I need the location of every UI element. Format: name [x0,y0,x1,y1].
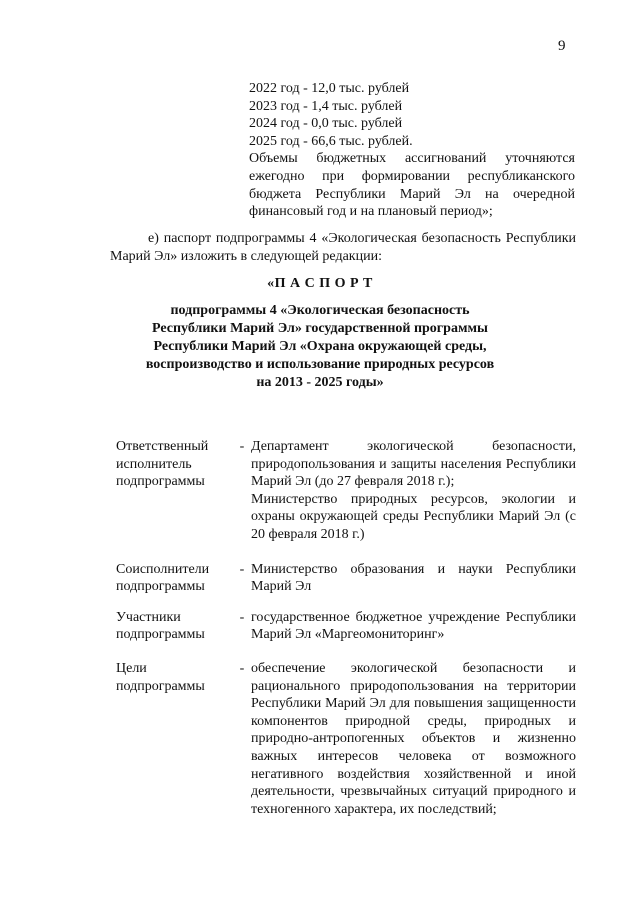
row-label [116,561,233,596]
row-label-line: подпрограммы [116,627,205,643]
table-row-co-executors [116,561,576,596]
item-e-paragraph: е) паспорт подпрограммы 4 «Экологическая безопасность Республики Марий Эл» изложить в следующей редакции: [110,231,576,264]
table-row-goals [116,660,576,818]
table-row-responsible [116,438,576,544]
page-number: 9 [558,38,566,54]
passport-subtitle-line: Республики Марий Эл «Охрана окружающей среды, [153,339,487,354]
row-value [251,660,576,818]
row-label-line: подпрограммы [116,678,205,694]
row-dash: - [239,561,245,577]
row-label [116,438,233,491]
funding-note: Объемы бюджетных ассигнований уточняются ежегодно при формировании республиканского бюджета Республики Марий Эл на очередной финансовый год и на плановый период»; [249,151,575,220]
row-value [251,438,576,544]
passport-subtitle-line: подпрограммы 4 «Экологическая безопасность [170,303,470,318]
row-label-line: подпрограммы [116,579,205,595]
row-label [116,660,233,695]
row-label [116,609,233,644]
funding-line: 2022 год - 12,0 тыс. рублей [249,81,410,96]
row-dash: - [239,660,245,676]
row-value-paragraph: Министерство природных ресурсов, экологии и охраны окружающей среды Республики Марий Эл (с 20 февраля 2018 г.) [251,491,576,542]
passport-subtitle [130,302,510,392]
row-label-line: Ответственный [116,439,209,454]
passport-table [116,438,576,818]
row-value-paragraph: Департамент экологической безопасности, природопользования и защиты населения Республики Марий Эл (до 27 февраля 2018 г.); [251,439,576,490]
row-label-line: подпрограммы [116,474,205,490]
row-value [251,609,576,644]
passport-title: «П А С П О Р Т [267,276,373,291]
funding-line: 2024 год - 0,0 тыс. рублей [249,116,403,132]
table-row-participants [116,609,576,644]
row-value-paragraph: обеспечение экологической безопасности и рационального природопользования на территории Республики Марий Эл для повышения защищенности компонентов природной среды, природных и природно-антропогенных объектов и жизненно важных интересов человека от возможного негативного воздействия хозяйственной и иной деятельности, чрезвычайных ситуаций природного и техногенного характера, их последствий; [251,660,576,817]
passport-subtitle-line: Республики Марий Эл» государственной программы [152,321,488,336]
row-value-paragraph: Министерство образования и науки Республики Марий Эл [251,561,576,595]
row-value-paragraph: государственное бюджетное учреждение Республики Марий Эл «Маргеомониторинг» [251,609,576,643]
row-value [251,561,576,596]
passport-subtitle-line: воспроизводство и использование природных ресурсов [145,357,495,372]
row-label-line: исполнитель [116,456,192,472]
funding-line: 2023 год - 1,4 тыс. рублей [249,98,403,114]
row-label-line: Цели [116,660,147,676]
row-label-line: Соисполнители [116,561,210,577]
passport-subtitle-line: на 2013 - 2025 годы» [256,375,384,390]
funding-block [249,80,575,221]
row-label-line: Участники [116,609,181,625]
row-dash: - [239,439,245,454]
funding-line: 2025 год - 66,6 тыс. рублей. [249,133,413,149]
row-dash: - [239,609,245,625]
